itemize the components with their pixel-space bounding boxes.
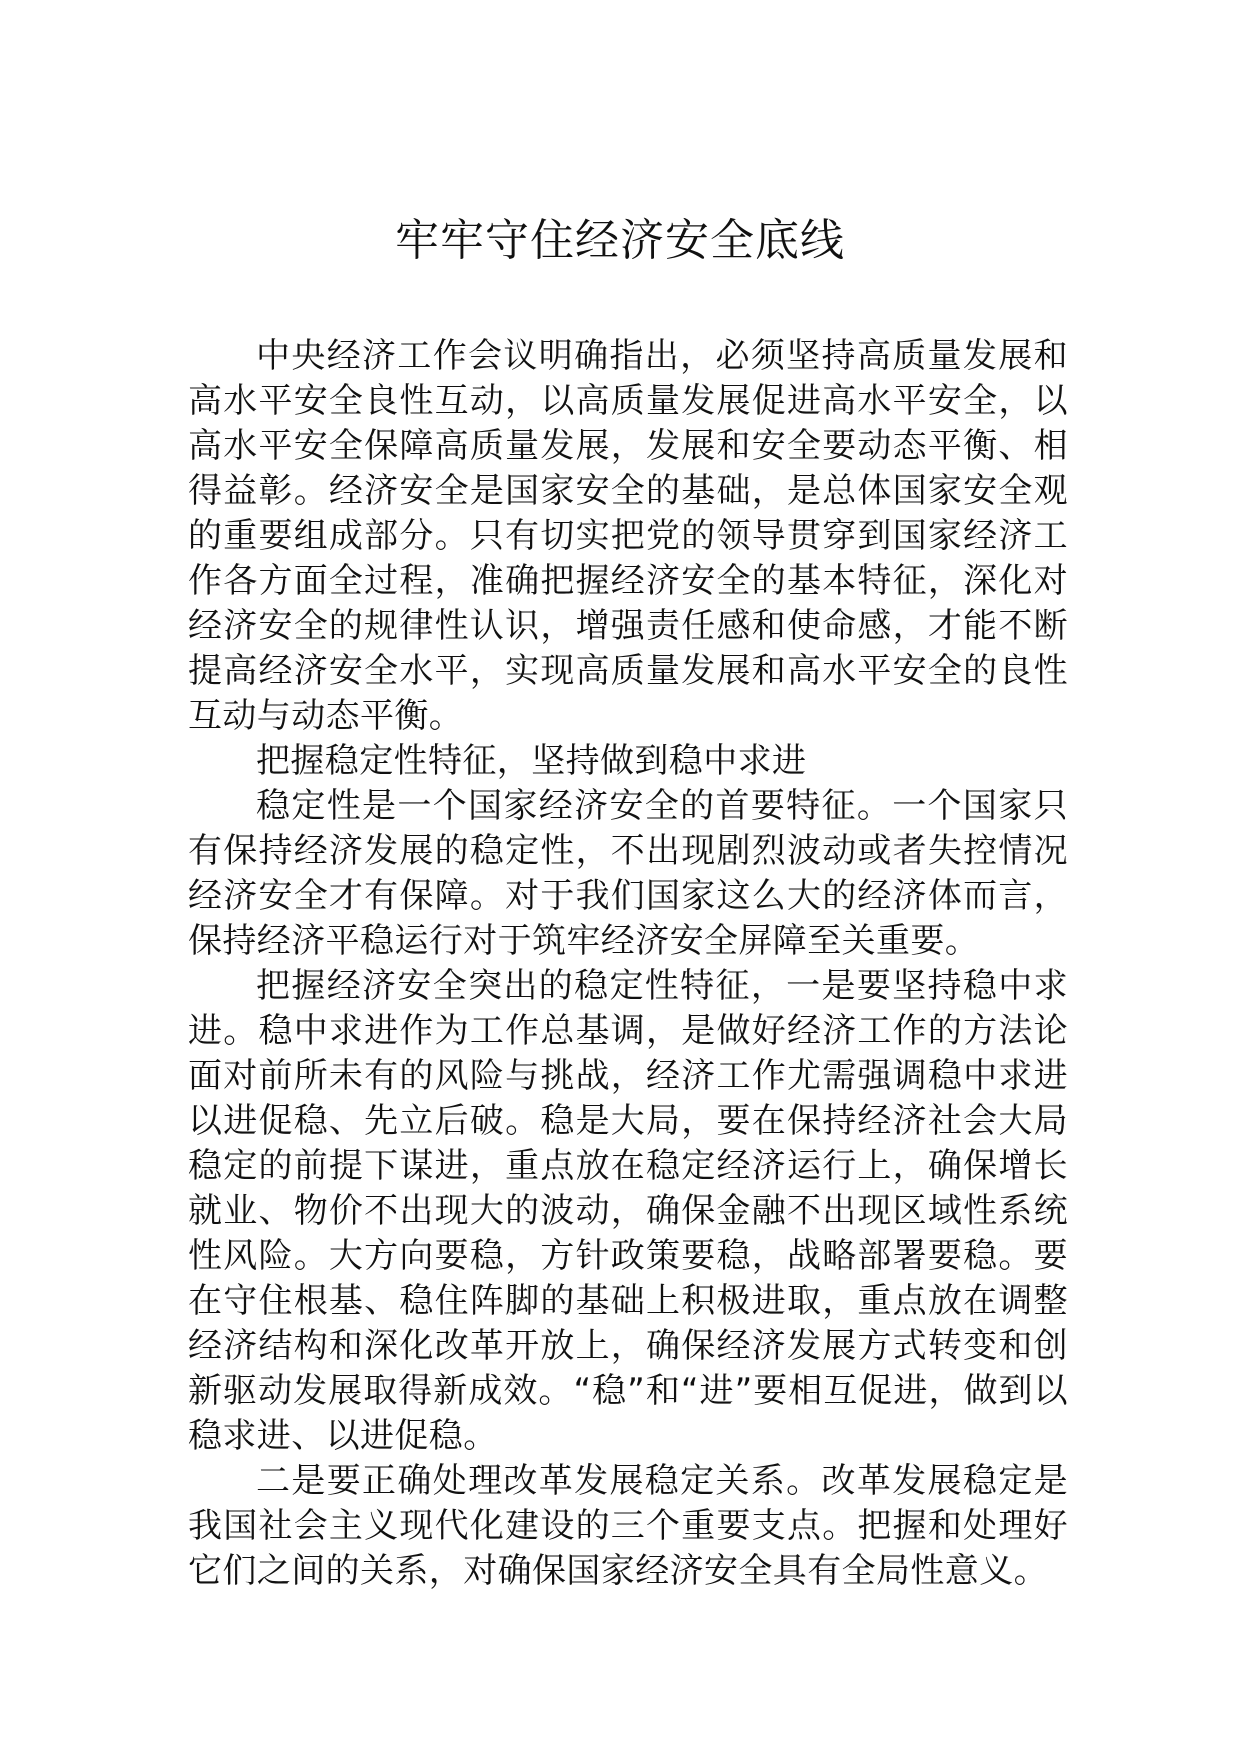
paragraph-reform-development: 二是要正确处理改革发展稳定关系。改革发展稳定是我国社会主义现代化建设的三个重要支点。把握和处理好它们之间的关系，对确保国家经济安全具有全局性意义。 [188,1461,1068,1591]
paragraph-intro: 中央经济工作会议明确指出，必须坚持高质量发展和高水平安全良性互动，以高质量发展促进高水平安全，以高水平安全保障高质量发展，发展和安全要动态平衡、相得益彰。经济安全是国家安全的基础，是总体国家安全观的重要组成部分。只有切实把党的领导贯穿到国家经济工作各方面全过程，准确把握经济安全的基本特征，深化对经济安全的规律性认识，增强责任感和使命感，才能不断提高经济安全水平，实现高质量发展和高水平安全的良性互动与动态平衡。 [188,336,1068,736]
section-heading-stability: 把握稳定性特征，坚持做到稳中求进 [256,741,807,781]
document-body [188,334,1068,1594]
document-title: 牢牢守住经济安全底线 [395,215,845,266]
paragraph-steady-progress: 把握经济安全突出的稳定性特征，一是要坚持稳中求进。稳中求进作为工作总基调，是做好经济工作的方法论面对前所未有的风险与挑战，经济工作尤需强调稳中求进以进促稳、先立后破。稳是大局，要在保持经济社会大局稳定的前提下谋进，重点放在稳定经济运行上，确保增长就业、物价不出现大的波动，确保金融不出现区域性系统性风险。大方向要稳，方针政策要稳，战略部署要稳。要在守住根基、稳住阵脚的基础上积极进取，重点放在调整经济结构和深化改革开放上，确保经济发展方式转变和创新驱动发展取得新成效。“稳”和“进”要相互促进，做到以稳求进、以进促稳。 [188,966,1068,1456]
paragraph-stability-feature: 稳定性是一个国家经济安全的首要特征。一个国家只有保持经济发展的稳定性，不出现剧烈波动或者失控情况经济安全才有保障。对于我们国家这么大的经济体而言，保持经济平稳运行对于筑牢经济安全屏障至关重要。 [188,786,1068,961]
